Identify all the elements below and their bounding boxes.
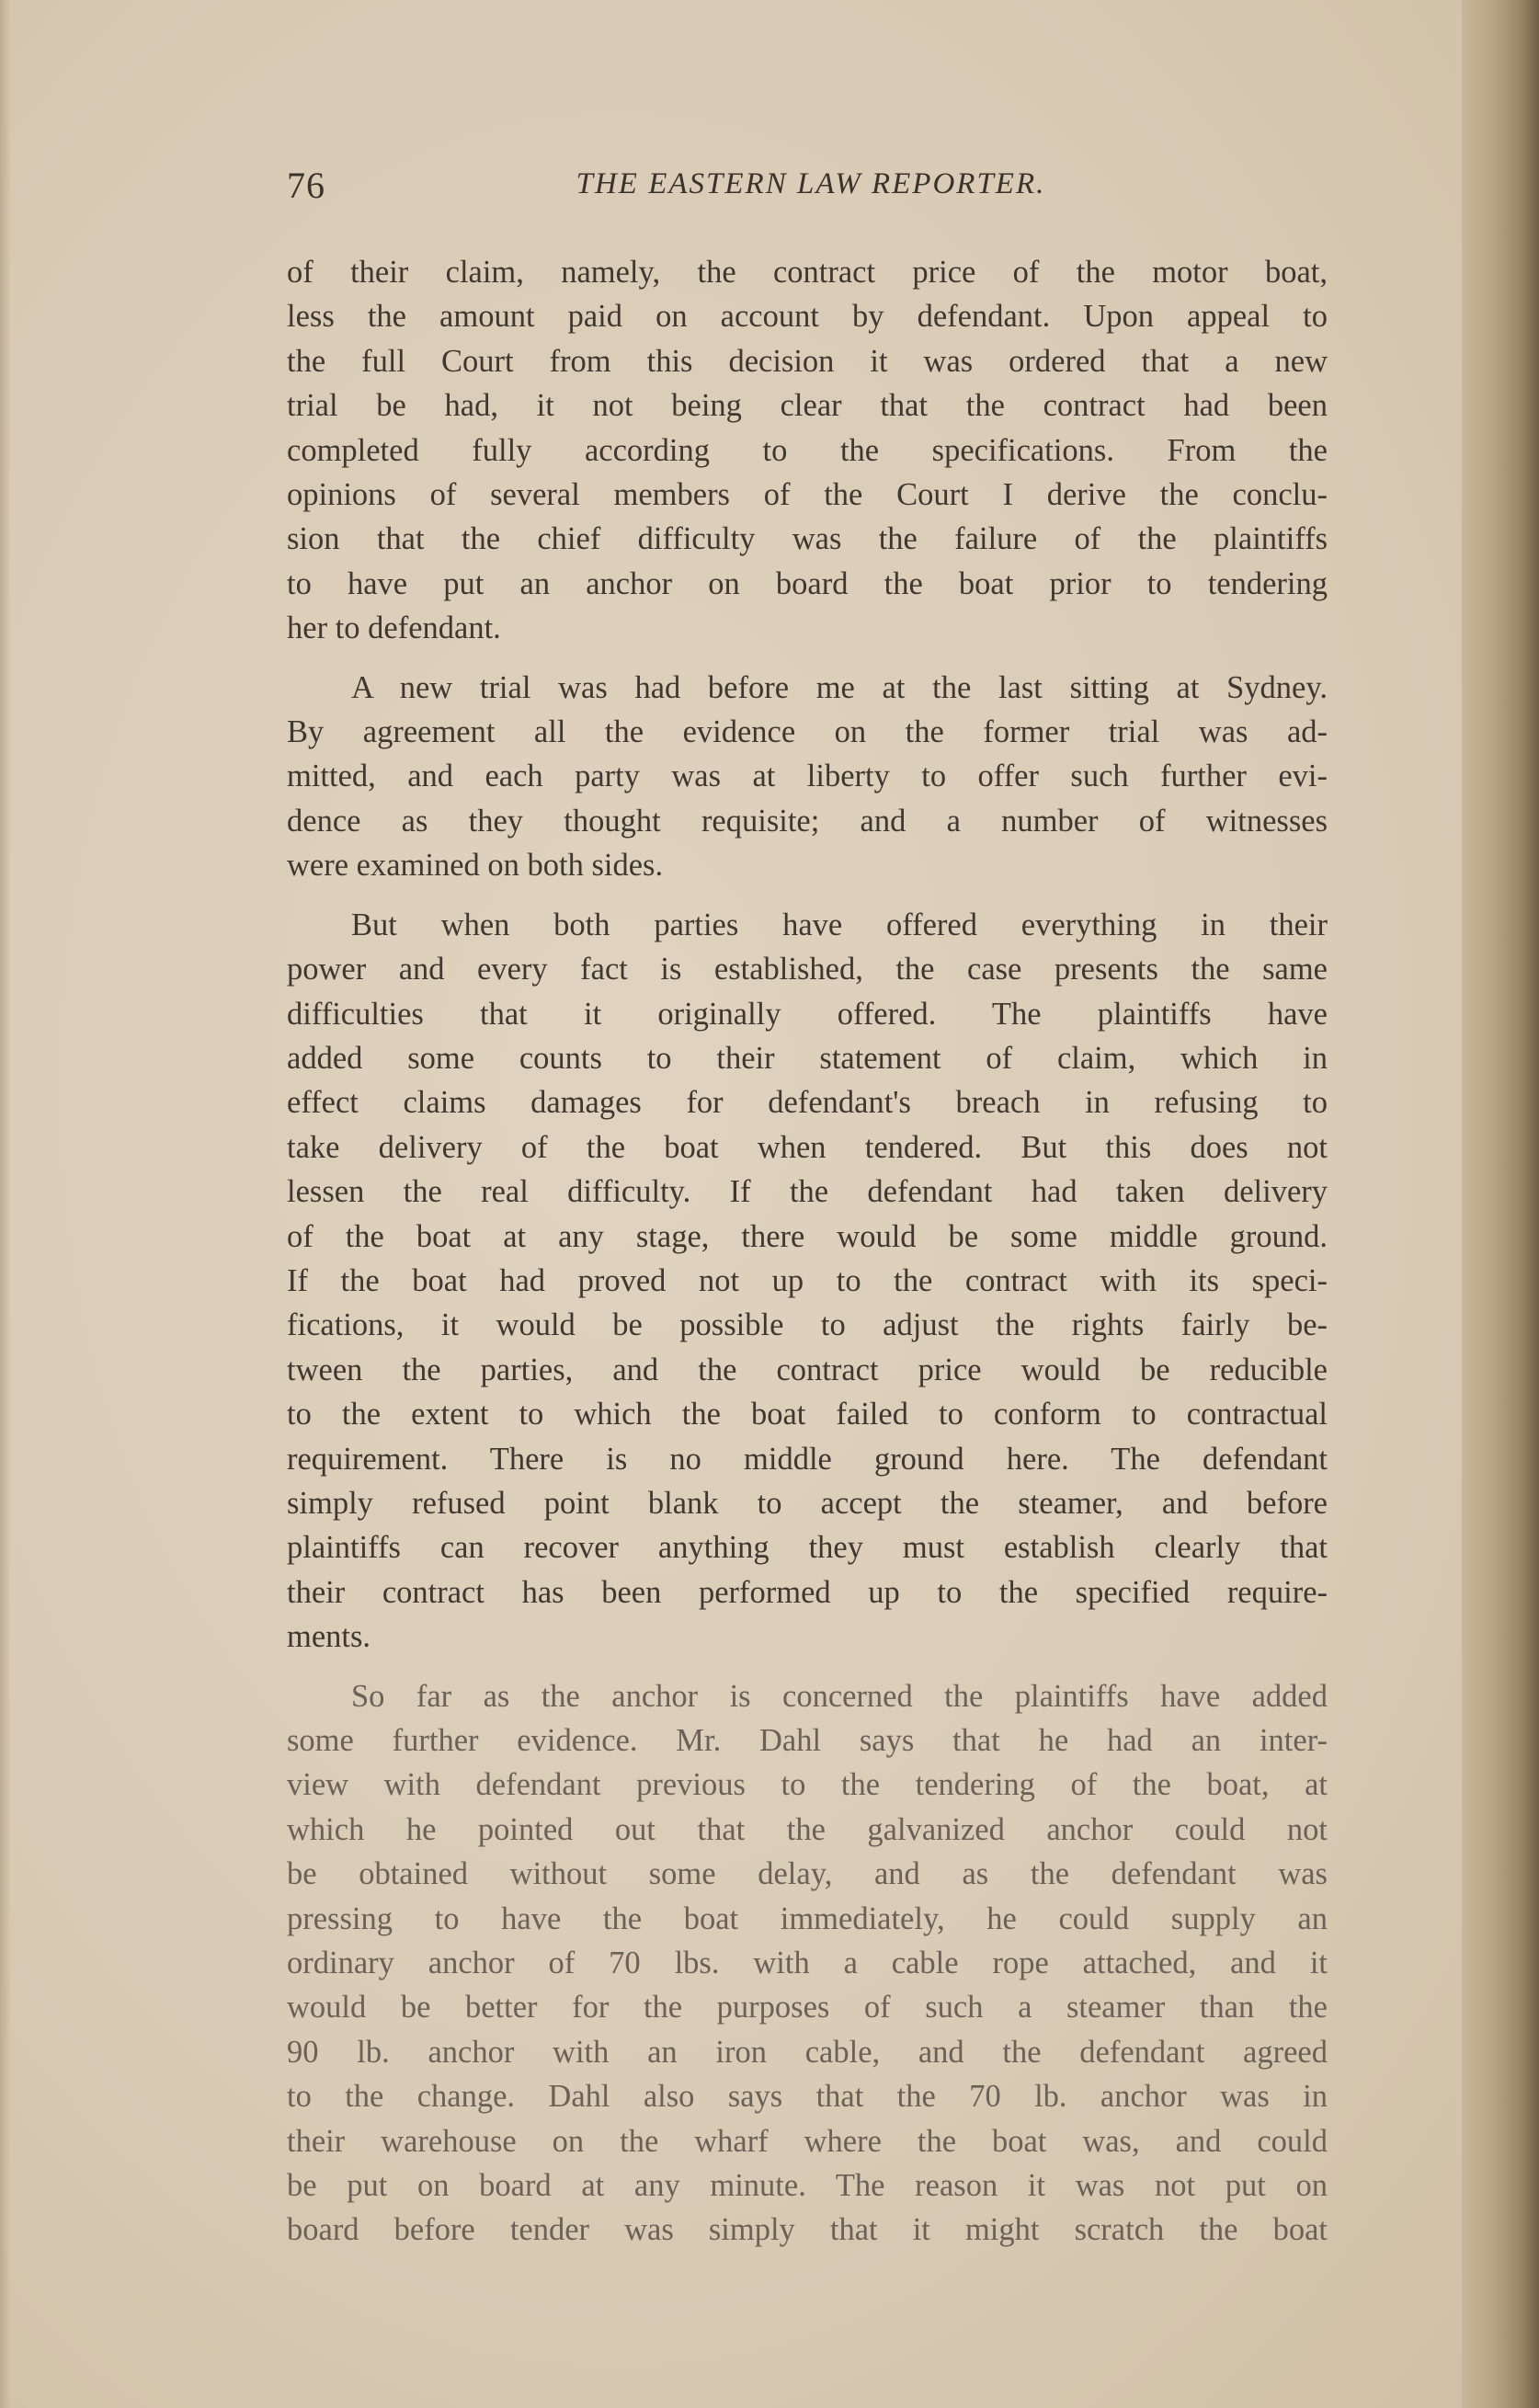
text-line: simply refused point blank to accept the steamer, and before: [287, 1485, 1328, 1521]
text-line: to the change. Dahl also says that the 70 lb. anchor was in: [287, 2079, 1328, 2115]
text-line: of the boat at any stage, there would be some middle ground.: [287, 1218, 1328, 1254]
text-line: less the amount paid on account by defendant. Upon appeal to: [287, 299, 1328, 335]
text-line: of their claim, namely, the contract price of the motor boat,: [287, 255, 1328, 290]
paragraph-2: [287, 666, 1328, 888]
text-line: But when both parties have offered everything in their: [351, 907, 1328, 942]
text-line: take delivery of the boat when tendered. But this does not: [287, 1129, 1328, 1165]
text-line: to have put an anchor on board the boat prior to tendering: [287, 565, 1328, 601]
text-line: tween the parties, and the contract price would be reducible: [287, 1352, 1328, 1387]
text-line: effect claims damages for defendant's breach in refusing to: [287, 1085, 1328, 1121]
text-line: power and every fact is established, the case presents the same: [287, 952, 1328, 987]
text-line: would be better for the purposes of such a steamer than the: [287, 1990, 1328, 2026]
paragraph-4: [287, 1674, 1328, 2253]
text-line: pressing to have the boat immediately, he could supply an: [287, 1900, 1328, 1936]
text-line: A new trial was had before me at the last sitting at Sydney.: [351, 669, 1328, 705]
text-line: trial be had, it not being clear that the contract had been: [287, 388, 1328, 424]
text-line: By agreement all the evidence on the former trial was ad-: [287, 714, 1328, 750]
text-line: to the extent to which the boat failed to conform to contractual: [287, 1397, 1328, 1432]
text-line: difficulties that it originally offered. The plaintiffs have: [287, 996, 1328, 1032]
text-line: board before tender was simply that it might scratch the boat: [287, 2212, 1328, 2248]
text-line: 90 lb. anchor with an iron cable, and the defendant agreed: [287, 2034, 1328, 2070]
text-line: be put on board at any minute. The reason it was not put on: [287, 2168, 1328, 2204]
page-number: 76: [287, 165, 325, 206]
text-line: If the boat had proved not up to the contract with its speci-: [287, 1262, 1328, 1298]
text-line: ments.: [287, 1619, 371, 1655]
text-line: requirement. There is no middle ground here. The defendant: [287, 1441, 1328, 1477]
text-line: were examined on both sides.: [287, 848, 664, 884]
text-line: their warehouse on the wharf where the boat was, and could: [287, 2123, 1328, 2159]
text-line: the full Court from this decision it was ordered that a new: [287, 343, 1328, 379]
text-line: be obtained without some delay, and as the defendant was: [287, 1856, 1328, 1892]
body-text: [287, 250, 1328, 2253]
text-line: view with defendant previous to the tendering of the boat, at: [287, 1767, 1328, 1803]
text-line: her to defendant.: [287, 611, 501, 646]
text-line: lessen the real difficulty. If the defendant had taken delivery: [287, 1174, 1328, 1210]
journal-title: THE EASTERN LAW REPORTER.: [576, 167, 1046, 200]
paragraph-1: [287, 250, 1328, 651]
text-line: their contract has been performed up to the specified require-: [287, 1574, 1328, 1610]
paragraph-3: [287, 903, 1328, 1660]
running-head: [287, 164, 1335, 219]
text-line: which he pointed out that the galvanized anchor could not: [287, 1811, 1328, 1847]
text-line: added some counts to their statement of claim, which in: [287, 1040, 1328, 1076]
text-line: ordinary anchor of 70 lbs. with a cable rope attached, and it: [287, 1946, 1328, 1981]
text-line: completed fully according to the specifications. From the: [287, 432, 1328, 468]
text-line: some further evidence. Mr. Dahl says that he had an inter-: [287, 1723, 1328, 1758]
text-line: dence as they thought requisite; and a number of witnesses: [287, 803, 1328, 839]
text-line: sion that the chief difficulty was the failure of the plaintiffs: [287, 521, 1328, 557]
text-line: opinions of several members of the Court I derive the conclu-: [287, 477, 1328, 513]
text-line: mitted, and each party was at liberty to offer such further evi-: [287, 759, 1328, 794]
text-line: fications, it would be possible to adjust the rights fairly be-: [287, 1307, 1328, 1343]
text-line: So far as the anchor is concerned the plaintiffs have added: [351, 1678, 1328, 1714]
text-line: plaintiffs can recover anything they must establish clearly that: [287, 1530, 1328, 1566]
